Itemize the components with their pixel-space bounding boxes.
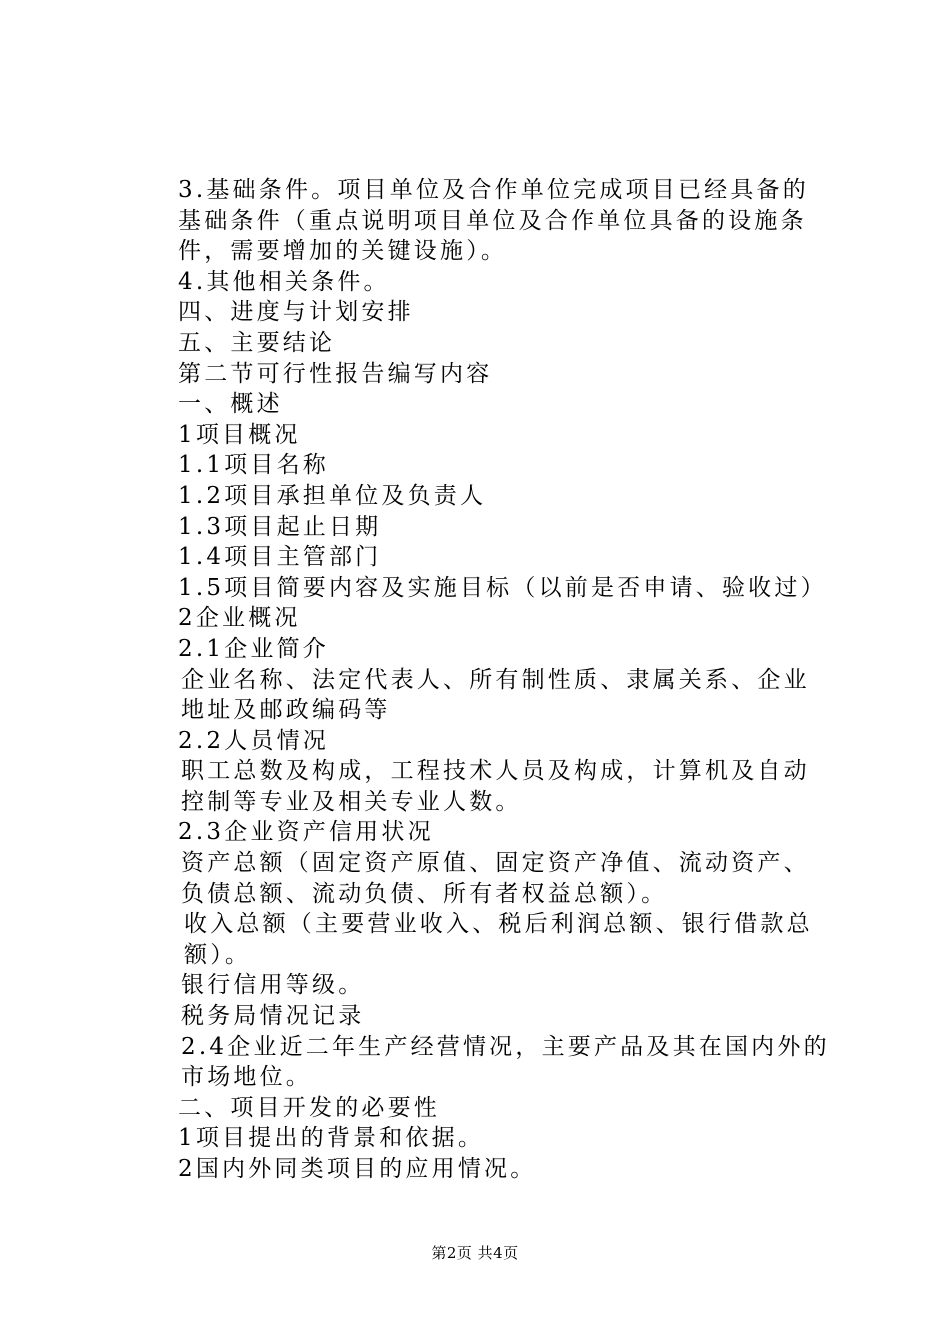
item-project-overview: 1项目概况 (178, 421, 301, 448)
page-footer: 第2页 共4页 (431, 1244, 519, 1262)
item-similar-projects: 2国内外同类项目的应用情况。 (178, 1156, 537, 1182)
paragraph-total-income: 收入总额（主要营业收入、税后利润总额、银行借款总额）。 (184, 911, 813, 968)
item-company-overview: 2企业概况 (178, 605, 301, 632)
paragraph-tax-record: 税务局情况记录 (181, 1003, 365, 1030)
heading-necessity: 二、项目开发的必要性 (178, 1094, 440, 1121)
item-project-content: 1.5项目简要内容及实施目标（以前是否申请、验收过） (178, 574, 827, 601)
item-company-intro: 2.1企业简介 (178, 635, 329, 662)
heading-schedule: 四、进度与计划安排 (178, 299, 414, 326)
paragraph-operations: 2.4企业近二年生产经营情况，主要产品及其在国内外的市场地位。 (181, 1033, 830, 1091)
document-body (127, 175, 833, 1185)
paragraph-basic-conditions: 3.基础条件。项目单位及合作单位完成项目已经具备的基础条件（重点说明项目单位及合作单位具备的设施条件，需要增加的关键设施）。 (178, 177, 809, 265)
paragraph-staff-info: 职工总数及构成，工程技术人员及构成，计算机及自动控制等专业及相关专业人数。 (181, 758, 810, 815)
heading-section-two: 第二节可行性报告编写内容 (178, 360, 493, 387)
paragraph-other-conditions: 4.其他相关条件。 (178, 268, 390, 295)
paragraph-credit-rating: 银行信用等级。 (181, 972, 365, 999)
paragraph-company-info: 企业名称、法定代表人、所有制性质、隶属关系、企业地址及邮政编码等 (181, 666, 810, 724)
item-project-dates: 1.3项目起止日期 (178, 513, 382, 540)
item-project-department: 1.4项目主管部门 (178, 544, 382, 571)
item-assets-credit: 2.3企业资产信用状况 (178, 819, 434, 846)
item-project-unit: 1.2项目承担单位及负责人 (178, 482, 487, 509)
item-project-name: 1.1项目名称 (178, 452, 329, 479)
heading-overview: 一、概述 (178, 391, 283, 418)
paragraph-total-assets: 资产总额（固定资产原值、固定资产净值、流动资产、负债总额、流动负债、所有者权益总额）。 (181, 850, 810, 907)
heading-conclusion: 五、主要结论 (178, 329, 336, 356)
item-staff: 2.2人员情况 (178, 727, 329, 754)
item-background: 1项目提出的背景和依据。 (178, 1125, 485, 1152)
